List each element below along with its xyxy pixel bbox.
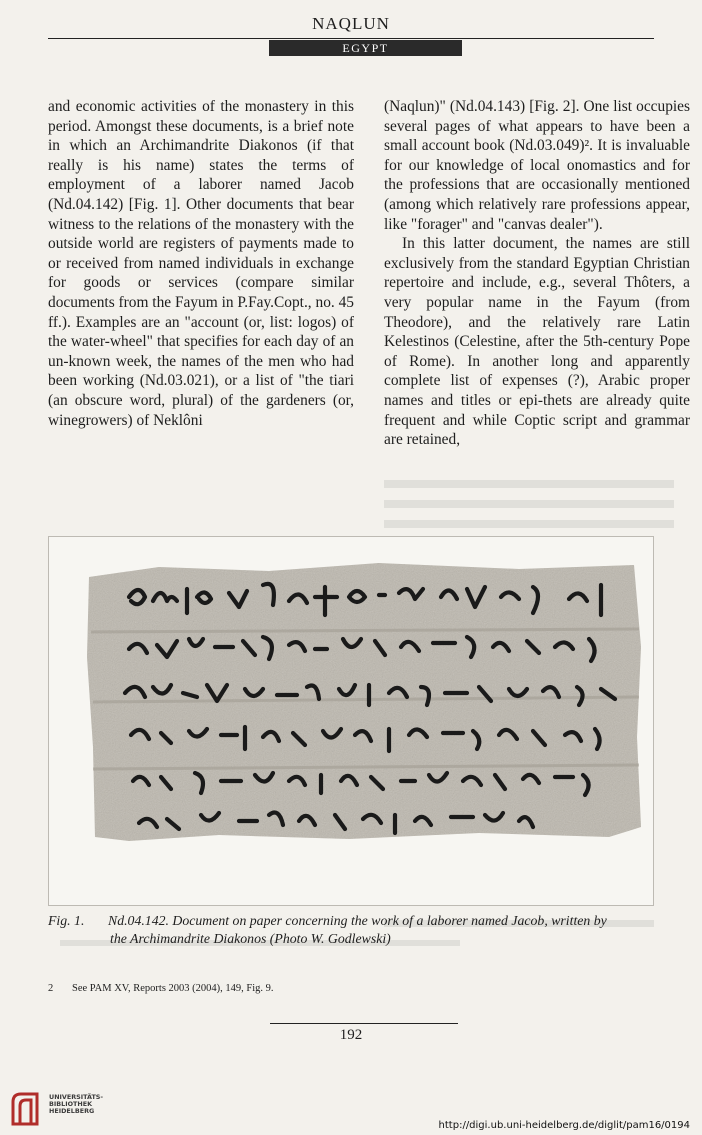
right-paragraph-2: In this latter document, the names are still exclusively from the standard Egyptian Christian repertoire and include, e.g., several Thôters, a very popular name in the Fayum (from Theodore), and the relatively rare Latin Kelestinos (Celestine, after the 5th-century Pope of Rome). In another long and apparently complete list of expenses (?), Arabic proper names and titles or epi-thets are already quite frequent and while Coptic script and grammar are retained, <box>384 235 690 449</box>
manuscript-photo <box>48 536 654 906</box>
library-logo-line-3: HEIDELBERG <box>49 1107 95 1116</box>
left-column <box>48 97 354 430</box>
footnote <box>48 983 668 994</box>
section-band: EGYPT <box>269 40 462 56</box>
page-number: 192 <box>339 1027 363 1043</box>
header-rule <box>48 38 654 39</box>
footer-rule <box>270 1023 458 1024</box>
left-paragraph: and economic activities of the monastery in this period. Amongst these documents, is a brief note in which an Archimandrite Diakonos (if that really is his name) states the terms of employment of a laborer named Jacob (Nd.04.142) [Fig. 1]. Other documents that bear witness to the relations of the monastery with the outside world are registers of payments made to or received from named individuals in exchange for goods or services (compare similar documents from the Fayum in P.Fay.Copt., no. 45 ff.). Examples are an "account (or, list: logos) of the water-wheel" that specifies for each day of an un-known week, the names of the men who had been working (Nd.03.021), or a list of "the tiari (an obscure word, plural) of the gardeners (or, winegrowers) of Neklôni <box>48 98 354 429</box>
running-head: NAQLUN <box>312 14 390 33</box>
coptic-manuscript-image <box>49 537 653 905</box>
right-paragraph-1: (Naqlun)" (Nd.04.143) [Fig. 2]. One list occupies several pages of what appears to have been a small account book (Nd.03.049)². It is invaluable for our knowledge of local onomastics and for the professions that are occasionally mentioned (among which relatively rare professions appear, like "forager" and "canvas dealer"). <box>384 98 690 233</box>
caption-line-1: Nd.04.142. Document on paper concerning the work of a laborer named Jacob, written by <box>108 913 607 928</box>
source-url[interactable]: http://digi.ub.uni-heidelberg.de/diglit/pam16/0194 <box>438 1120 690 1131</box>
library-logo <box>9 1090 139 1130</box>
footnote-number: 2 <box>48 983 54 994</box>
footnote-text: See PAM XV, Reports 2003 (2004), 149, Fig. 9. <box>72 983 274 994</box>
figure-caption <box>48 912 670 948</box>
library-logo-line-1: UNIVERSITÄTS- <box>49 1093 104 1101</box>
caption-label: Fig. 1. <box>48 913 85 928</box>
caption-line-2: the Archimandrite Diakonos (Photo W. Godlewski) <box>110 931 391 946</box>
right-column <box>384 97 690 450</box>
library-logo-line-2: BIBLIOTHEK <box>49 1100 93 1109</box>
library-emblem-icon <box>9 1090 43 1126</box>
